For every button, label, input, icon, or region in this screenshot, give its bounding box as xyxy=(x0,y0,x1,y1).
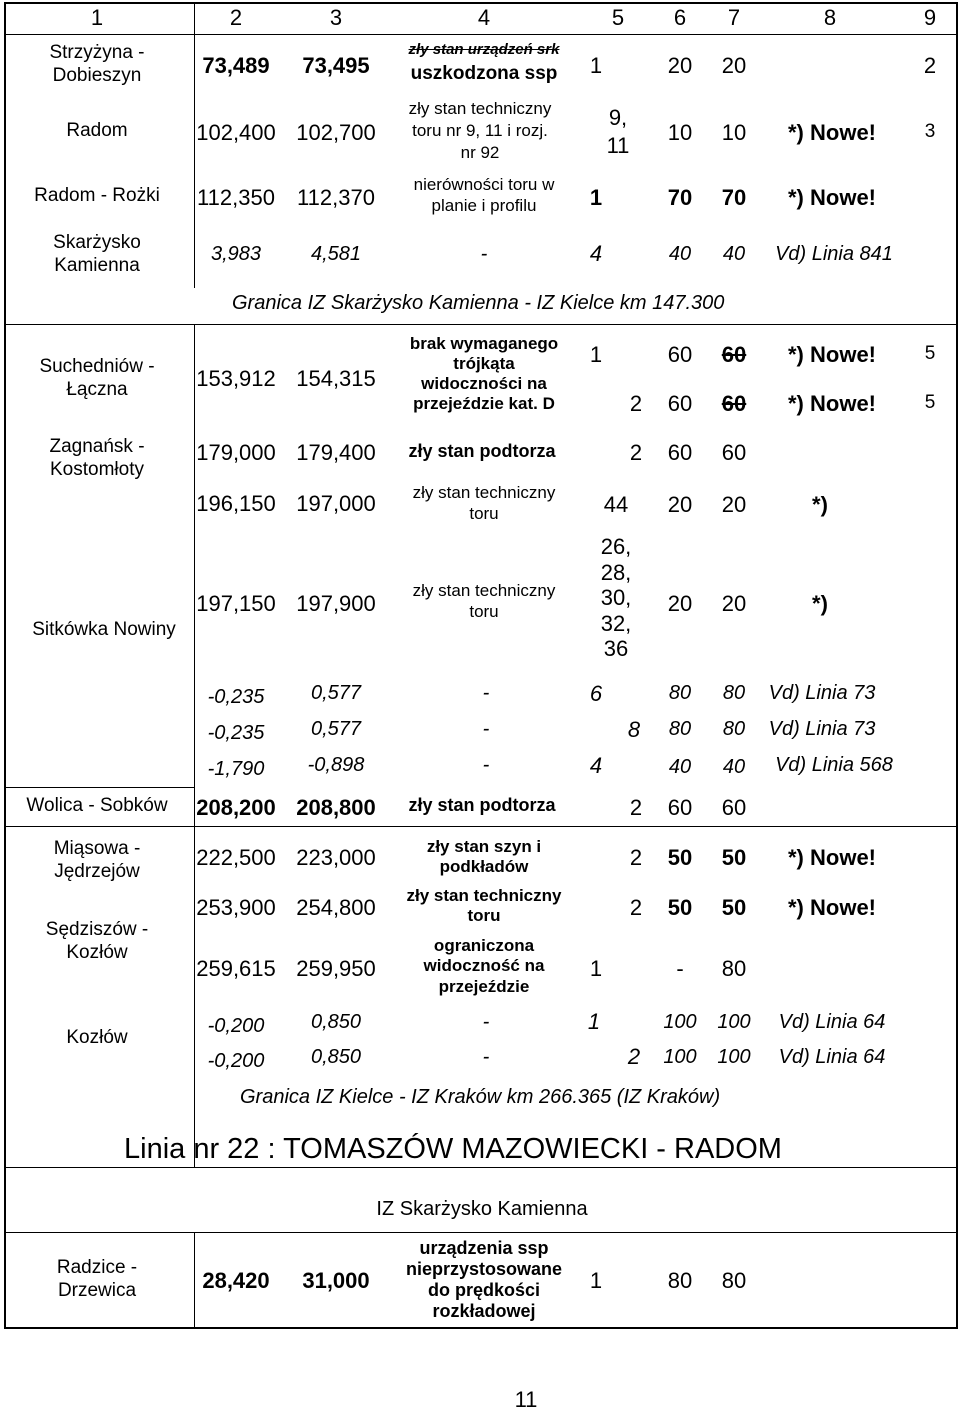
track-number: 2 xyxy=(629,440,643,465)
km-from: -0,235 xyxy=(207,686,265,708)
km-from: -0,200 xyxy=(207,1050,265,1072)
km-to: 254,800 xyxy=(296,895,376,920)
speed-2: 20 xyxy=(721,53,747,78)
km-to: 179,400 xyxy=(296,440,376,465)
remark: Vd) Linia 568 xyxy=(775,754,893,776)
header-col-1: 1 xyxy=(90,5,104,30)
header-rule xyxy=(4,34,958,35)
km-from: 179,000 xyxy=(196,440,276,465)
km-to: 259,950 xyxy=(296,956,376,981)
reason-text: ograniczona widoczność na przejeździe xyxy=(423,936,545,996)
reason-text: zły stan techniczny toru xyxy=(406,886,562,926)
header-col-8: 8 xyxy=(823,5,837,30)
speed-1: 100 xyxy=(663,1046,697,1068)
track-number: 1 xyxy=(589,53,603,78)
speed-1: 40 xyxy=(668,243,692,265)
remark: *) xyxy=(812,591,828,616)
km-from: 28,420 xyxy=(202,1268,270,1293)
km-to: 197,900 xyxy=(296,591,376,616)
station-name: Miąsowa - Jędrzejów xyxy=(53,838,141,882)
speed-1: 10 xyxy=(667,120,693,145)
track-number: 1 xyxy=(589,956,603,981)
track-number: 9, 11 xyxy=(606,105,630,158)
speed-2: 20 xyxy=(721,591,747,616)
row-number: 2 xyxy=(923,53,937,78)
row-rule xyxy=(4,787,194,788)
speed-1: 60 xyxy=(667,342,693,367)
reason-text: - xyxy=(482,718,490,740)
km-to: 0,577 xyxy=(310,682,362,704)
speed-2: 100 xyxy=(717,1046,751,1068)
km-from: 102,400 xyxy=(196,120,276,145)
speed-1: 80 xyxy=(668,718,692,740)
speed-2: 60 xyxy=(721,440,747,465)
km-to: 0,577 xyxy=(310,718,362,740)
remark: *) Nowe! xyxy=(788,895,876,920)
km-to: 154,315 xyxy=(296,366,376,391)
row-number: 5 xyxy=(924,343,936,364)
km-to: 0,850 xyxy=(310,1011,362,1033)
reason-text: - xyxy=(482,1046,490,1068)
reason-text: zły stan urządzeń srk xyxy=(408,41,560,58)
km-from: -0,235 xyxy=(207,722,265,744)
page-number: 11 xyxy=(514,1387,538,1412)
km-to: 112,370 xyxy=(297,185,375,210)
km-from: 253,900 xyxy=(196,895,276,920)
row-rule xyxy=(4,1232,958,1233)
track-number: 2 xyxy=(629,795,643,820)
km-from: 208,200 xyxy=(196,795,276,820)
remark: Vd) Linia 73 xyxy=(768,718,876,740)
speed-2: 10 xyxy=(721,120,747,145)
track-number: 2 xyxy=(629,895,643,920)
reason-text: zły stan techniczny toru nr 9, 11 i rozj. nr 92 xyxy=(408,99,552,162)
km-from: 73,489 xyxy=(202,53,270,78)
station-name: Wolica - Sobków xyxy=(26,795,168,816)
remark: *) Nowe! xyxy=(788,342,876,367)
boundary-note: Granica IZ Kielce - IZ Kraków km 266.365 (IZ Kraków) xyxy=(240,1086,721,1108)
station-name: Radom - Rożki xyxy=(34,185,160,206)
speed-1: 50 xyxy=(667,895,693,920)
remark: *) Nowe! xyxy=(788,185,876,210)
row-rule xyxy=(4,826,958,827)
speed-1: 20 xyxy=(667,591,693,616)
header-col-5: 5 xyxy=(611,5,625,30)
line-title: Linia nr 22 : TOMASZÓW MAZOWIECKI - RADOM xyxy=(124,1133,782,1165)
speed-2: 60 xyxy=(721,391,747,416)
speed-2: 60 xyxy=(721,795,747,820)
station-name: Strzyżyna - Dobieszyn xyxy=(49,42,145,86)
km-to: -0,898 xyxy=(307,754,365,776)
speed-2: 60 xyxy=(721,342,747,367)
header-col-4: 4 xyxy=(477,5,491,30)
km-from: 222,500 xyxy=(196,845,276,870)
column-rule xyxy=(194,2,195,288)
speed-2: 70 xyxy=(721,185,747,210)
km-to: 197,000 xyxy=(296,491,376,516)
track-number: 1 xyxy=(587,1009,601,1034)
speed-1: 70 xyxy=(667,185,693,210)
km-to: 102,700 xyxy=(296,120,376,145)
reason-text: zły stan techniczny toru xyxy=(412,483,556,524)
station-name: Radzice - Drzewica xyxy=(56,1257,138,1301)
remark: Vd) Linia 73 xyxy=(768,682,876,704)
speed-2: 80 xyxy=(722,682,746,704)
reason-text: - xyxy=(482,754,490,776)
speed-2: 40 xyxy=(722,756,746,778)
row-number: 3 xyxy=(924,121,936,142)
station-name: Skarżysko Kamienna xyxy=(53,232,141,276)
km-from: -1,790 xyxy=(207,758,265,780)
km-to: 0,850 xyxy=(310,1046,362,1068)
header-col-3: 3 xyxy=(329,5,343,30)
speed-2: 80 xyxy=(721,1268,747,1293)
speed-1: 80 xyxy=(668,682,692,704)
km-from: 196,150 xyxy=(196,491,276,516)
speed-2: 40 xyxy=(722,243,746,265)
speed-2: 80 xyxy=(722,718,746,740)
reason-text: zły stan podtorza xyxy=(408,441,556,461)
track-number: 2 xyxy=(629,845,643,870)
remark: Vd) Linia 64 xyxy=(778,1046,886,1068)
km-from: -0,200 xyxy=(207,1015,265,1037)
reason-text: nierówności toru w planie i profilu xyxy=(413,175,555,216)
reason-text: uszkodzona ssp xyxy=(410,63,558,84)
row-number: 5 xyxy=(924,392,936,413)
km-from: 112,350 xyxy=(197,185,275,210)
header-col-6: 6 xyxy=(673,5,687,30)
header-col-7: 7 xyxy=(727,5,741,30)
km-from: 197,150 xyxy=(196,591,276,616)
track-number: 6 xyxy=(589,681,603,706)
track-number: 1 xyxy=(589,342,603,367)
speed-2: 80 xyxy=(721,956,747,981)
reason-text: zły stan podtorza xyxy=(408,795,556,815)
km-to: 208,800 xyxy=(296,795,376,820)
speed-1: 80 xyxy=(667,1268,693,1293)
remark: *) Nowe! xyxy=(788,391,876,416)
iz-label: IZ Skarżysko Kamienna xyxy=(376,1198,588,1220)
station-name: Sitkówka Nowiny xyxy=(32,619,176,640)
speed-1: 20 xyxy=(667,492,693,517)
speed-2: 100 xyxy=(717,1011,751,1033)
speed-2: 50 xyxy=(721,895,747,920)
column-rule xyxy=(194,324,195,1167)
reason-text: zły stan techniczny toru xyxy=(412,581,556,622)
remark: *) Nowe! xyxy=(788,120,876,145)
track-number: 1 xyxy=(589,185,603,210)
speed-1: 20 xyxy=(667,53,693,78)
track-number: 4 xyxy=(589,753,603,778)
track-number: 8 xyxy=(627,717,641,742)
reason-text: zły stan szyn i podkładów xyxy=(426,837,542,877)
speed-1: - xyxy=(676,956,684,981)
km-from: 3,983 xyxy=(210,243,262,265)
boundary-note: Granica IZ Skarżysko Kamienna - IZ Kielce km 147.300 xyxy=(232,292,725,314)
speed-1: 40 xyxy=(668,756,692,778)
speed-1: 100 xyxy=(663,1011,697,1033)
km-from: 153,912 xyxy=(196,366,276,391)
km-to: 4,581 xyxy=(310,243,362,265)
remark: *) Nowe! xyxy=(788,845,876,870)
km-from: 259,615 xyxy=(196,956,276,981)
remark: Vd) Linia 841 xyxy=(775,243,893,265)
column-rule xyxy=(194,1232,195,1329)
speed-1: 50 xyxy=(667,845,693,870)
header-col-2: 2 xyxy=(229,5,243,30)
track-number: 2 xyxy=(629,391,643,416)
speed-2: 20 xyxy=(721,492,747,517)
speed-2: 50 xyxy=(721,845,747,870)
km-to: 223,000 xyxy=(296,845,376,870)
reason-text: - xyxy=(482,1011,490,1033)
reason-text: - xyxy=(482,682,490,704)
km-to: 31,000 xyxy=(302,1268,370,1293)
header-col-9: 9 xyxy=(923,5,937,30)
track-number: 4 xyxy=(589,241,603,266)
station-name: Zagnańsk - Kostomłoty xyxy=(49,436,145,480)
speed-1: 60 xyxy=(667,440,693,465)
station-name: Sędziszów - Kozłów xyxy=(45,919,149,963)
row-rule xyxy=(4,1167,958,1168)
track-number: 26, 28, 30, 32, 36 xyxy=(600,534,632,662)
station-name: Suchedniów - Łączna xyxy=(39,356,155,400)
row-rule xyxy=(4,324,958,325)
track-number: 2 xyxy=(627,1044,641,1069)
track-number: 1 xyxy=(589,1268,603,1293)
reason-text: brak wymaganego trójkąta widoczności na przejeździe kat. D xyxy=(409,334,559,414)
station-name: Radom xyxy=(66,120,128,141)
km-to: 73,495 xyxy=(302,53,370,78)
remark: *) xyxy=(812,492,828,517)
station-name: Kozłów xyxy=(66,1027,128,1048)
track-number: 44 xyxy=(603,492,629,517)
reason-text: - xyxy=(480,243,488,265)
speed-1: 60 xyxy=(667,391,693,416)
remark: Vd) Linia 64 xyxy=(778,1011,886,1033)
speed-1: 60 xyxy=(667,795,693,820)
reason-text: urządzenia ssp nieprzystosowane do prędkości rozkładowej xyxy=(405,1238,563,1321)
